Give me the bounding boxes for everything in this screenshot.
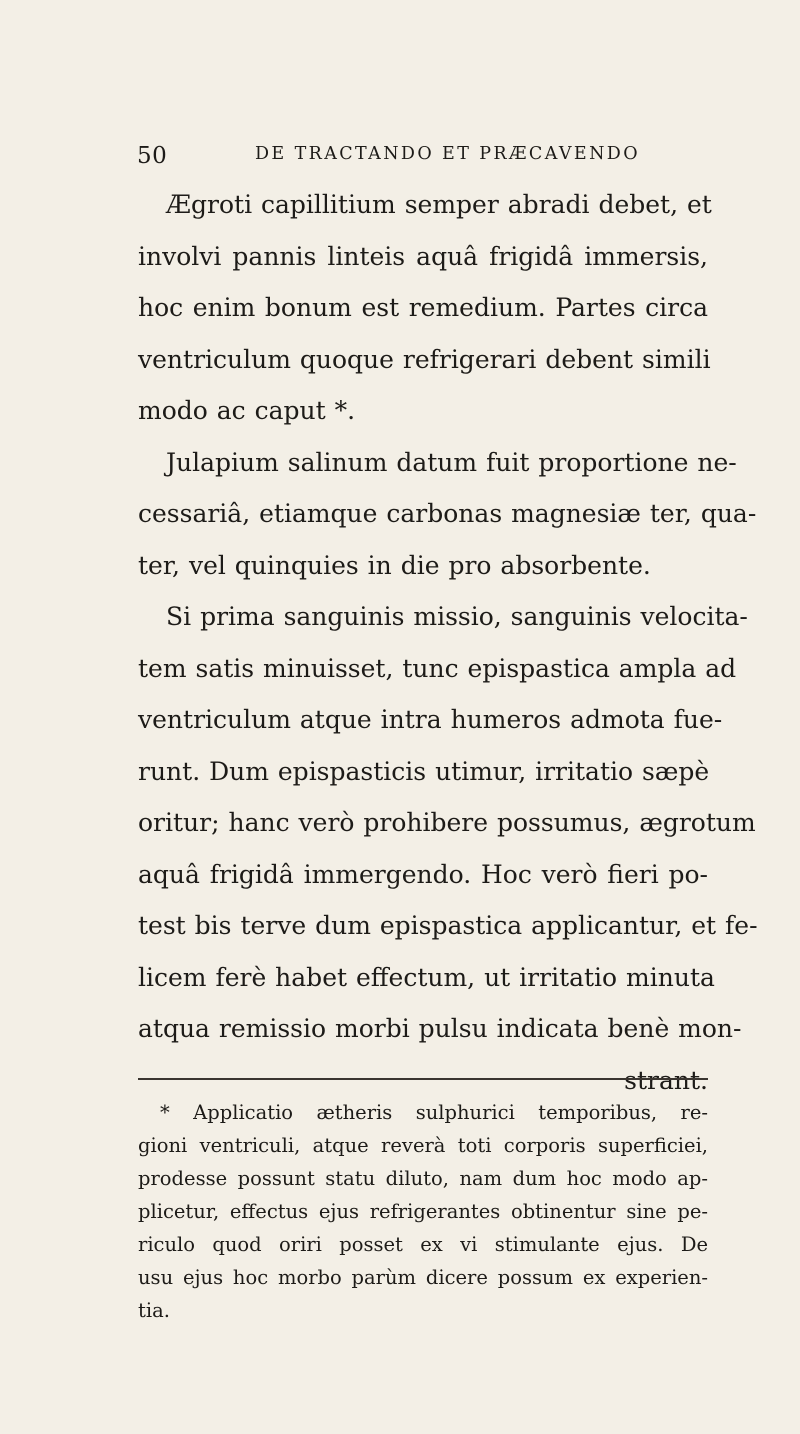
- text-line: licem ferè habet effectum, ut irritatio minuta: [138, 962, 715, 992]
- page-number: 50: [137, 143, 168, 169]
- text-line: runt. Dum epispasticis utimur, irritatio sæpè: [138, 756, 710, 786]
- text-line: Ægroti capillitium semper abradi debet, et: [166, 190, 712, 219]
- text-line: modo ac caput *.: [138, 396, 356, 425]
- text-line: Si prima sanguinis missio, sanguinis velocita-: [166, 602, 748, 631]
- text-line: aquâ frigidâ immergendo. Hoc verò fieri po-: [138, 859, 708, 889]
- text-line: involvi pannis linteis aquâ frigidâ immersis,: [138, 241, 708, 271]
- text-line: Julapium salinum datum fuit proportione ne-: [166, 447, 737, 477]
- text-line: test bis terve dum epispastica applicantur, et fe-: [138, 911, 758, 940]
- main-text: [138, 179, 758, 1106]
- text-line: strant.: [624, 1065, 708, 1095]
- text-line: cessariâ, etiamque carbonas magnesiæ ter, qua-: [138, 499, 757, 528]
- footnote-rule: [138, 1078, 708, 1080]
- footnote: [138, 1096, 708, 1327]
- text-line: ventriculum quoque refrigerari debent simili: [138, 344, 711, 374]
- text-line: ter, vel quinquies in die pro absorbente.: [138, 550, 651, 580]
- text-line: oritur; hanc verò prohibere possumus, ægrotum: [138, 808, 756, 837]
- running-head: DE TRACTANDO ET PRÆCAVENDO: [255, 144, 640, 164]
- text-line: atqua remissio morbi pulsu indicata benè mon-: [138, 1014, 742, 1043]
- text-line: ventriculum atque intra humeros admota fue-: [138, 705, 723, 734]
- footnote-line: plicetur, effectus ejus refrigerantes obtinentur sine pe-: [138, 1200, 708, 1223]
- page-header: [137, 143, 707, 175]
- footnote-line: * Applicatio ætheris sulphurici temporibus, re-: [160, 1101, 708, 1124]
- text-line: tem satis minuisset, tunc epispastica ampla ad: [138, 653, 737, 683]
- footnote-line: usu ejus hoc morbo parùm dicere possum ex experien-: [138, 1266, 708, 1289]
- footnote-line: riculo quod oriri posset ex vi stimulante ejus. De: [138, 1233, 708, 1256]
- footnote-line: prodesse possunt statu diluto, nam dum hoc modo ap-: [138, 1167, 708, 1190]
- footnote-line: tia.: [138, 1299, 170, 1322]
- text-line: hoc enim bonum est remedium. Partes circa: [138, 293, 708, 322]
- footnote-line: gioni ventriculi, atque reverà toti corporis superficiei,: [138, 1134, 708, 1157]
